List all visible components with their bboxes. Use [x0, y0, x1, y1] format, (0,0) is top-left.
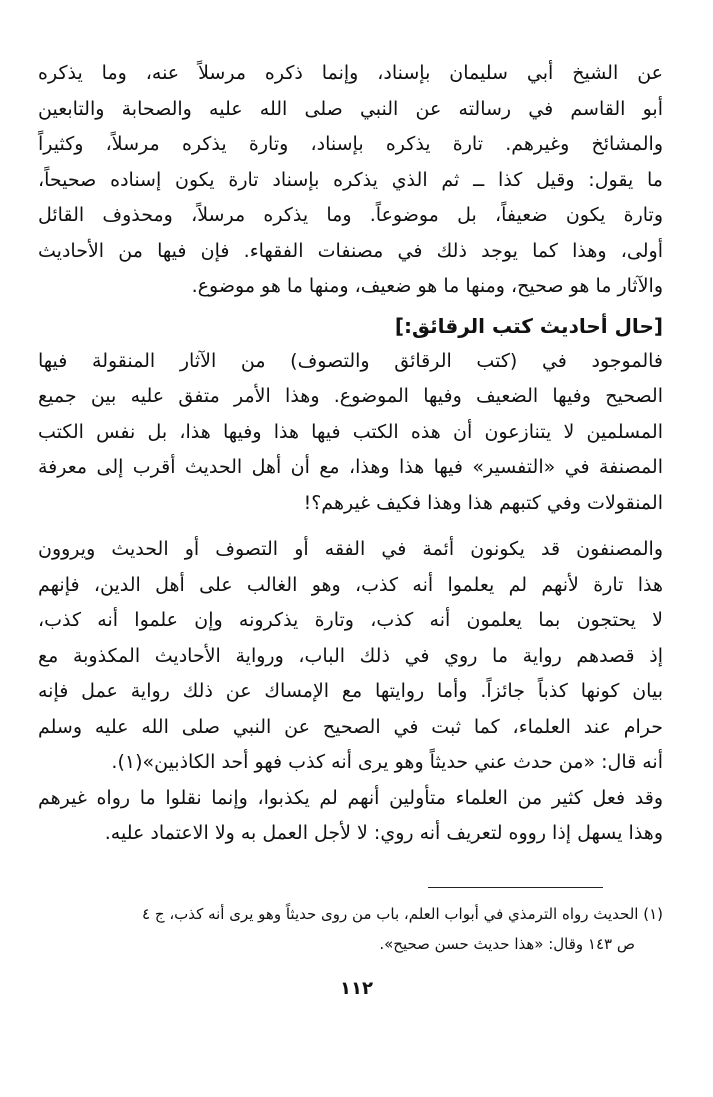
text-line: بيان كونها كذباً جائزاً. وأما روايتها مع الإمساك عن ذلك رواية عمل فإنه — [38, 680, 663, 702]
text-line: إذ قصدهم رواية ما روي في ذلك الباب، ورواية الأحاديث المكذوبة مع — [38, 644, 663, 667]
paragraph-authors — [38, 532, 663, 852]
text-line: ما يقول: وقيل كذا ــ ثم الذي يذكره بإسناد تارة يكون إسناده صحيحاً، — [38, 168, 663, 191]
text-line: هذا تارة لأنهم لم يعلموا أنه كذب، وهو الغالب على أهل الدين، فإنهم — [38, 573, 663, 596]
text-line: لا يحتجون بما يعلمون أنه كذب، وتارة يذكرونه وإن علموا أنه كذب، — [38, 609, 663, 631]
paragraph-spacer — [38, 521, 663, 532]
text-line: وهذا يسهل إذا رووه لتعريف أنه روي: لا لأجل العمل به ولا الاعتماد عليه. — [104, 822, 663, 844]
page-number: ١١٢ — [340, 978, 373, 999]
section-heading: [حال أحاديث كتب الرقائق:] — [394, 313, 663, 338]
text-line: وقد فعل كثير من العلماء متأولين أنهم لم يكذبوا، وإنما نقلوا ما رواه غيرهم — [38, 786, 663, 809]
text-line: الصحيح وفيها الضعيف وفيها الموضوع. وهذا الأمر متفق عليه بين جميع — [38, 385, 663, 407]
text-line: أولى، وهذا كما يوجد ذلك في مصنفات الفقهاء. فإن فيها من الأحاديث — [38, 239, 663, 262]
text-line: المسلمين لا يتنازعون أن هذه الكتب فيها هذا وفيها هذا، بل نفس الكتب — [38, 420, 663, 443]
footnotes — [38, 899, 663, 959]
footnote-line: ص ١٤٣ وقال: «هذا حديث حسن صحيح». — [379, 935, 635, 953]
page-body — [38, 56, 663, 852]
text-line: والآثار ما هو صحيح، ومنها ما هو ضعيف، ومنها ما هو موضوع. — [191, 275, 663, 297]
text-line: المصنفة في «التفسير» فيها هذا وهذا، مع أن أهل الحديث أقرب إلى معرفة — [38, 456, 663, 478]
text-line: فالموجود في (كتب الرقائق والتصوف) من الآثار المنقولة فيها — [38, 349, 663, 372]
footnote-divider — [428, 887, 603, 888]
text-line: والمصنفون قد يكونون أئمة في الفقه أو التصوف أو الحديث ويروون — [38, 538, 663, 560]
text-line: حرام عند العلماء، كما ثبت في الصحيح عن النبي صلى الله عليه وسلم — [38, 715, 663, 738]
text-line: عن الشيخ أبي سليمان بإسناد، وإنما ذكره مرسلاً عنه، وما يذكره — [38, 62, 663, 84]
text-line: أنه قال: «من حدث عني حديثاً وهو يرى أنه كذب فهو أحد الكاذبين»(١). — [111, 751, 663, 773]
text-line: المنقولات وفي كتبهم هذا وهذا فكيف غيرهم؟! — [303, 491, 663, 514]
text-line: أبو القاسم في رسالته عن النبي صلى الله عليه والصحابة والتابعين — [38, 97, 663, 120]
footnote-line: (١) الحديث رواه الترمذي في أبواب العلم، باب من روى حديثاً وهو يرى أنه كذب، ج ٤ — [142, 905, 663, 923]
text-line: والمشائخ وغيرهم. تارة يذكره بإسناد، وتارة يذكره مرسلاً، وكثيراً — [38, 133, 663, 155]
paragraph-raqaiq — [38, 344, 663, 522]
paragraph-opening — [38, 56, 663, 305]
text-line: وتارة يكون ضعيفاً، بل موضوعاً. وما يذكره مرسلاً، ومحذوف القائل — [38, 204, 663, 226]
